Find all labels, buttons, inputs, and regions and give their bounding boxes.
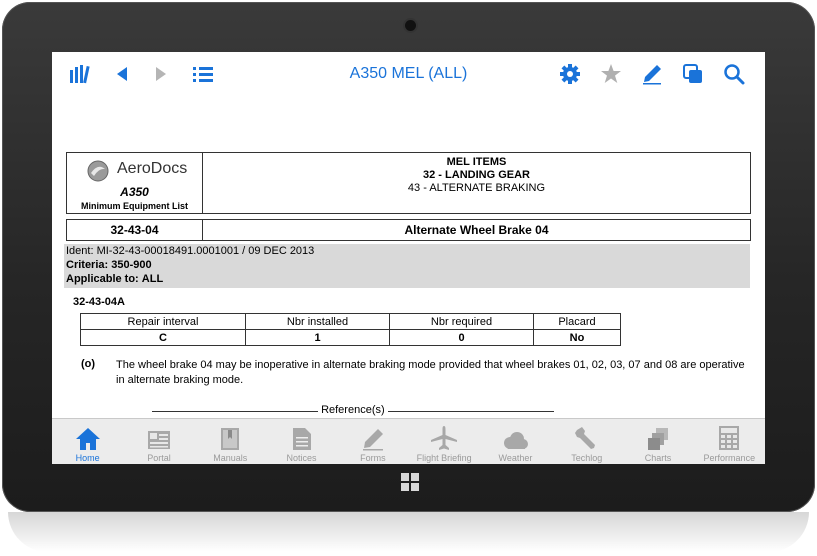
gear-icon[interactable] (559, 63, 581, 85)
item-title: Alternate Wheel Brake 04 (404, 223, 549, 237)
camera-icon (405, 20, 416, 31)
table-header-cell: Repair interval (81, 314, 246, 330)
table-cell: C (81, 330, 246, 346)
library-icon[interactable] (69, 63, 91, 85)
tab-forms[interactable] (337, 419, 408, 464)
table-row (81, 330, 621, 346)
pen-icon[interactable] (641, 63, 663, 85)
applicable-value: ALL (141, 273, 164, 285)
tab-techlog[interactable] (551, 419, 622, 464)
portal-icon (147, 429, 171, 451)
list-icon[interactable] (192, 63, 214, 85)
wrench-icon (574, 425, 600, 451)
item-title-row (66, 219, 751, 241)
criteria-line (66, 258, 750, 272)
table-header-cell: Placard (534, 314, 621, 330)
criteria-value: 350-900 (111, 259, 152, 271)
cloud-icon (501, 431, 529, 451)
tab-label: Charts (644, 453, 672, 463)
pencil-icon (361, 427, 385, 451)
copy-icon[interactable] (682, 63, 704, 85)
references-heading (152, 404, 554, 416)
tab-portal[interactable] (123, 419, 194, 464)
forward-arrow-icon[interactable] (150, 63, 172, 85)
tab-notices[interactable] (266, 419, 337, 464)
divider (388, 411, 554, 412)
aerodocs-logo (67, 153, 203, 213)
star-icon[interactable] (600, 63, 622, 85)
tab-label: Techlog (571, 453, 603, 463)
windows-logo-icon[interactable] (401, 473, 419, 491)
search-icon[interactable] (723, 63, 745, 85)
calculator-icon (718, 425, 740, 451)
tab-home[interactable] (52, 419, 123, 464)
table-header-cell: Nbr installed (246, 314, 390, 330)
tab-weather[interactable] (480, 419, 551, 464)
charts-icon (646, 427, 670, 451)
back-arrow-icon[interactable] (111, 63, 133, 85)
app-title: A350 MEL (ALL) (349, 65, 468, 82)
header-line-1: MEL ITEMS (446, 156, 507, 168)
remark-code: (o) (81, 358, 96, 370)
app-screen (52, 52, 765, 464)
chapter-header (203, 153, 750, 213)
table-header-row (81, 314, 621, 330)
header-line-3: 43 - ALTERNATE BRAKING (407, 182, 546, 194)
tab-charts[interactable] (622, 419, 693, 464)
tab-label: Performance (703, 453, 756, 463)
tab-label: Portal (147, 453, 171, 463)
document-viewer[interactable] (52, 96, 765, 418)
mel-header (66, 152, 751, 214)
aircraft-model: A350 (120, 185, 149, 199)
header-line-2: 32 - LANDING GEAR (423, 169, 530, 181)
logo-brand-name: AeroDocs (117, 160, 188, 177)
ident-line: Ident: MI-32-43-00018491.0001001 / 09 DEC 2013 (66, 245, 315, 257)
logo-subtitle: Minimum Equipment List (81, 201, 188, 211)
book-icon (219, 427, 241, 451)
remark-text: The wheel brake 04 may be inoperative in alternate braking mode provided that wheel brakes 01, 02, 03, 07 and 08 are operative in alternate braking mode. (116, 359, 745, 386)
tab-performance[interactable] (694, 419, 765, 464)
tab-label: Weather (498, 453, 533, 463)
tab-manuals[interactable] (195, 419, 266, 464)
tab-label: Forms (360, 453, 386, 463)
top-toolbar (52, 52, 765, 96)
divider (152, 411, 318, 412)
ident-box (64, 244, 750, 288)
table-cell: No (534, 330, 621, 346)
repair-table (80, 313, 621, 346)
applicable-line (66, 272, 750, 286)
tab-label: Flight Briefing (416, 453, 472, 463)
document-icon (292, 427, 312, 451)
tab-label: Notices (286, 453, 317, 463)
home-icon (75, 427, 101, 451)
aerodocs-logo-icon (86, 159, 110, 188)
device-reflection (8, 512, 809, 552)
subitem-number: 32-43-04A (73, 296, 125, 308)
table-cell: 1 (246, 330, 390, 346)
bottom-tab-bar (52, 418, 765, 464)
references-label: Reference(s) (321, 404, 385, 416)
item-number: 32-43-04 (67, 220, 203, 240)
tab-label: Manuals (213, 453, 248, 463)
airplane-icon (430, 425, 458, 451)
criteria-label: Criteria: (66, 259, 109, 271)
table-header-cell: Nbr required (390, 314, 534, 330)
tab-label: Home (75, 453, 100, 463)
tab-flight-briefing[interactable] (408, 419, 479, 464)
table-cell: 0 (390, 330, 534, 346)
applicable-label: Applicable to: (66, 273, 139, 285)
